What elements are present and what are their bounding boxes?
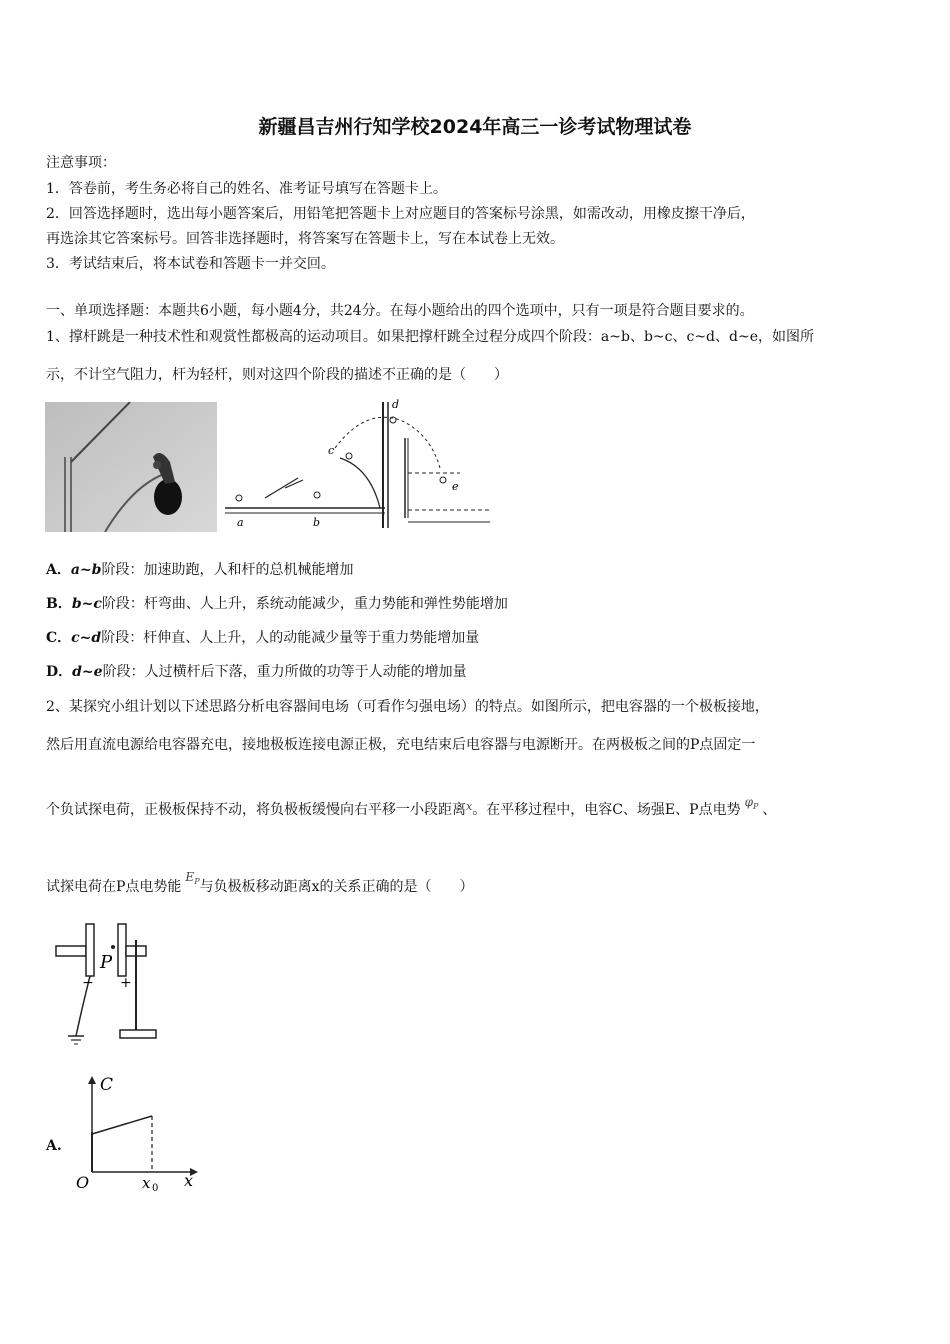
notice-item-3: 3．考试结束后，将本试卷和答题卡一并交回。 xyxy=(46,256,335,272)
section-heading: 一、单项选择题：本题共6小题，每小题4分，共24分。在每小题给出的四个选项中，只有一项是符合题目要求的。 xyxy=(46,303,754,319)
notice-heading: 注意事项： xyxy=(46,155,116,171)
q1-option-d[interactable]: D．d~e阶段：人过横杆后下落，重力所做的功等于人动能的增加量 xyxy=(46,664,467,680)
q2-option-a-label[interactable]: A. xyxy=(46,1138,62,1154)
page-title: 新疆昌吉州行知学校2024年高三一诊考试物理试卷 xyxy=(258,116,692,138)
minus-sign: − xyxy=(82,975,94,991)
graph-xmark: x xyxy=(142,1174,151,1192)
point-p-label: P xyxy=(100,952,113,973)
notice-item-2: 2．回答选择题时，选出每小题答案后，用铅笔把答题卡上对应题目的答案标号涂黑，如需改动，用橡皮擦干净后， xyxy=(46,206,755,222)
plus-sign: + xyxy=(120,975,132,991)
diagram-label-b: b xyxy=(313,516,321,529)
pole-vault-diagram xyxy=(225,398,495,532)
notice-item-2-cont: 再选涂其它答案标号。回答非选择题时，将答案写在答题卡上，写在本试卷上无效。 xyxy=(46,231,564,247)
option-a-graph xyxy=(72,1072,202,1192)
pole-vault-photo xyxy=(45,402,217,532)
capacitor-diagram xyxy=(50,918,170,1050)
q2-stem-line4: 试探电荷在P点电势能$E^P$与负极板移动距离x的关系正确的是（ ） xyxy=(46,870,474,895)
graph-xlabel: x xyxy=(184,1171,194,1190)
diagram-label-d: d xyxy=(392,398,400,411)
diagram-label-a: a xyxy=(237,516,244,529)
q1-stem-line1: 1、撑杆跳是一种技术性和观赏性都极高的运动项目。如果把撑杆跳全过程分成四个阶段：a~b、b~c、c~d、d~e，如图所 xyxy=(46,329,814,345)
diagram-label-c: c xyxy=(328,444,335,457)
diagram-label-e: e xyxy=(452,480,459,493)
q2-stem-line3: 个负试探电荷，正极板保持不动，将负极板缓慢向右平移一小段距离$^x$。在平移过程中，电容C、场强E、P点电势 $\varphi^P$ 、 xyxy=(46,795,777,818)
q1-option-a[interactable]: A．a~b阶段：加速助跑，人和杆的总机械能增加 xyxy=(46,562,354,578)
q1-stem-line2: 示，不计空气阻力，杆为轻杆，则对这四个阶段的描述不正确的是（ ） xyxy=(46,367,508,383)
notice-item-1: 1．答卷前，考生务必将自己的姓名、准考证号填写在答题卡上。 xyxy=(46,181,447,197)
graph-ylabel: C xyxy=(100,1075,114,1095)
q2-stem-line2: 然后用直流电源给电容器充电，接地极板连接电源正极，充电结束后电容器与电源断开。在两极板之间的P点固定一 xyxy=(46,737,756,753)
q1-option-c[interactable]: C．c~d阶段：杆伸直、人上升，人的动能减少量等于重力势能增加量 xyxy=(46,630,480,646)
q1-option-b[interactable]: B．b~c阶段：杆弯曲、人上升，系统动能减少，重力势能和弹性势能增加 xyxy=(46,596,508,612)
graph-xmark-sub: 0 xyxy=(152,1183,159,1192)
q2-stem-line1: 2、某探究小组计划以下述思路分析电容器间电场（可看作匀强电场）的特点。如图所示，把电容器的一个极板接地， xyxy=(46,699,769,715)
graph-origin: O xyxy=(76,1173,90,1192)
